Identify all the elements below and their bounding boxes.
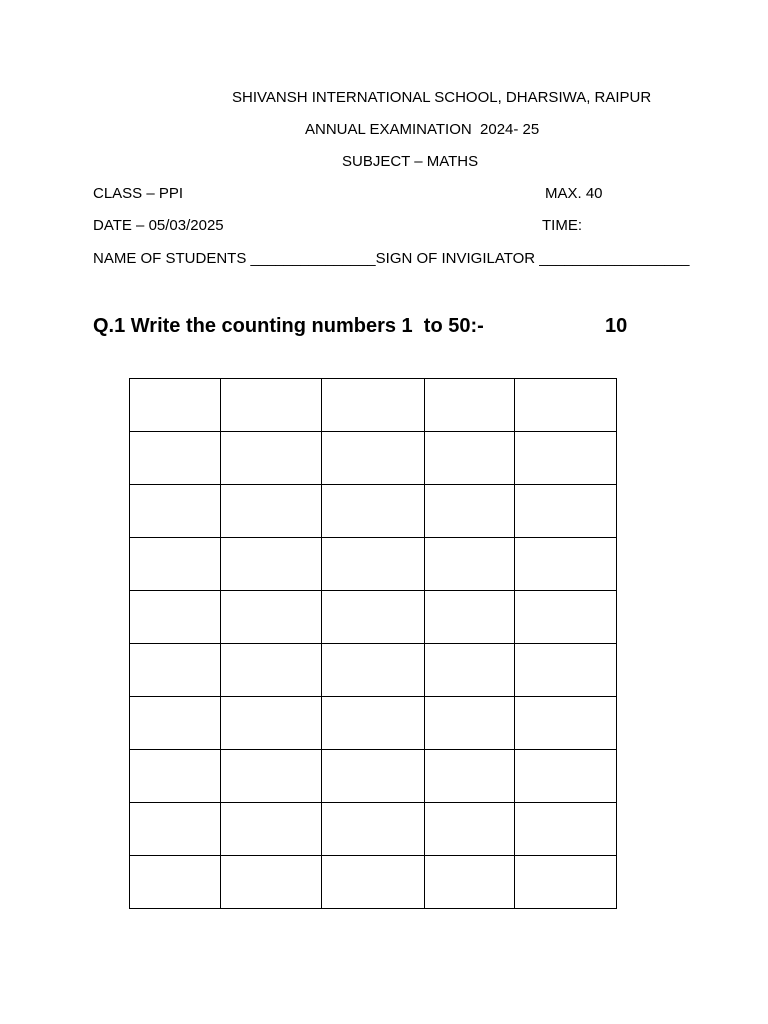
question-1-marks: 10 bbox=[605, 315, 628, 337]
grid-cell[interactable] bbox=[322, 750, 425, 803]
grid-cell[interactable] bbox=[425, 538, 515, 591]
grid-cell[interactable] bbox=[221, 803, 322, 856]
grid-cell[interactable] bbox=[425, 856, 515, 909]
grid-cell[interactable] bbox=[322, 591, 425, 644]
grid-cell[interactable] bbox=[322, 856, 425, 909]
max-marks-label: MAX. 40 bbox=[545, 185, 603, 202]
grid-row bbox=[130, 644, 617, 697]
class-label: CLASS – PPI bbox=[93, 185, 184, 202]
grid-cell[interactable] bbox=[425, 803, 515, 856]
date-label: DATE – 05/03/2025 bbox=[93, 217, 224, 234]
grid-cell[interactable] bbox=[425, 750, 515, 803]
grid-row bbox=[130, 591, 617, 644]
grid-cell[interactable] bbox=[130, 856, 221, 909]
grid-cell[interactable] bbox=[221, 591, 322, 644]
grid-cell[interactable] bbox=[515, 591, 617, 644]
grid-row bbox=[130, 485, 617, 538]
grid-row bbox=[130, 379, 617, 432]
grid-cell[interactable] bbox=[221, 750, 322, 803]
grid-row bbox=[130, 538, 617, 591]
grid-cell[interactable] bbox=[322, 644, 425, 697]
grid-cell[interactable] bbox=[425, 379, 515, 432]
grid-cell[interactable] bbox=[130, 591, 221, 644]
grid-cell[interactable] bbox=[515, 750, 617, 803]
grid-cell[interactable] bbox=[221, 379, 322, 432]
grid-row bbox=[130, 750, 617, 803]
grid-cell[interactable] bbox=[221, 538, 322, 591]
exam-title: ANNUAL EXAMINATION 2024- 25 bbox=[305, 121, 540, 138]
grid-cell[interactable] bbox=[515, 803, 617, 856]
question-1-text: Q.1 Write the counting numbers 1 to 50:- bbox=[93, 315, 484, 337]
grid-cell[interactable] bbox=[515, 432, 617, 485]
grid-cell[interactable] bbox=[322, 538, 425, 591]
grid-cell[interactable] bbox=[515, 697, 617, 750]
grid-cell[interactable] bbox=[130, 697, 221, 750]
grid-cell[interactable] bbox=[515, 644, 617, 697]
grid-cell[interactable] bbox=[515, 379, 617, 432]
grid-cell[interactable] bbox=[322, 485, 425, 538]
name-sign-line: NAME OF STUDENTS _______________SIGN OF INVIGILATOR __________________ bbox=[93, 250, 690, 267]
grid-row bbox=[130, 697, 617, 750]
grid-cell[interactable] bbox=[322, 697, 425, 750]
grid-row bbox=[130, 432, 617, 485]
grid-cell[interactable] bbox=[221, 432, 322, 485]
grid-cell[interactable] bbox=[130, 803, 221, 856]
grid-cell[interactable] bbox=[221, 485, 322, 538]
grid-cell[interactable] bbox=[425, 697, 515, 750]
subject-title: SUBJECT – MATHS bbox=[342, 153, 479, 170]
grid-cell[interactable] bbox=[130, 750, 221, 803]
grid-cell[interactable] bbox=[425, 591, 515, 644]
grid-cell[interactable] bbox=[515, 538, 617, 591]
grid-row bbox=[130, 803, 617, 856]
grid-cell[interactable] bbox=[322, 379, 425, 432]
grid-row bbox=[130, 856, 617, 909]
grid-cell[interactable] bbox=[425, 485, 515, 538]
school-name: SHIVANSH INTERNATIONAL SCHOOL, DHARSIWA, RAIPUR bbox=[232, 89, 652, 106]
grid-cell[interactable] bbox=[130, 379, 221, 432]
grid-cell[interactable] bbox=[130, 538, 221, 591]
time-label: TIME: bbox=[542, 217, 582, 234]
grid-cell[interactable] bbox=[515, 485, 617, 538]
answer-grid bbox=[129, 378, 617, 909]
grid-cell[interactable] bbox=[221, 644, 322, 697]
grid-cell[interactable] bbox=[130, 485, 221, 538]
grid-cell[interactable] bbox=[425, 644, 515, 697]
grid-cell[interactable] bbox=[515, 856, 617, 909]
grid-cell[interactable] bbox=[221, 856, 322, 909]
grid-cell[interactable] bbox=[322, 803, 425, 856]
grid-cell[interactable] bbox=[130, 644, 221, 697]
grid-cell[interactable] bbox=[130, 432, 221, 485]
grid-cell[interactable] bbox=[322, 432, 425, 485]
grid-cell[interactable] bbox=[425, 432, 515, 485]
grid-cell[interactable] bbox=[221, 697, 322, 750]
